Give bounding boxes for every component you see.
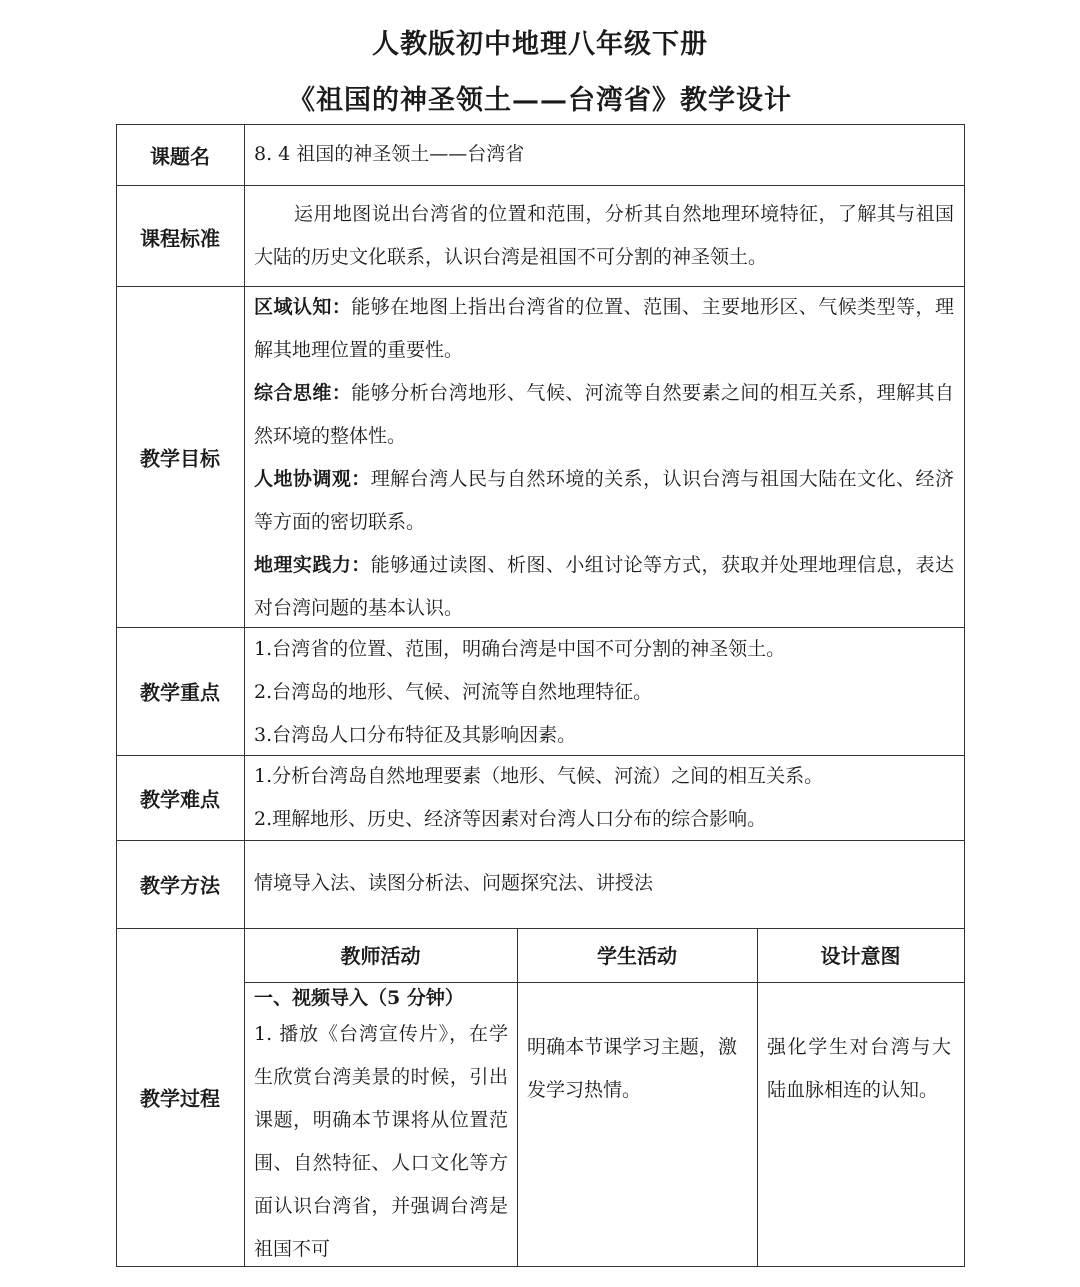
difficulties-cell bbox=[254, 755, 954, 841]
document-subtitle: 《祖国的神圣领土——台湾省》教学设计 bbox=[288, 85, 792, 116]
standard-text: 运用地图说出台湾省的位置和范围，分析其自然地理环境特征，了解其与祖国大陆的历史文化联系，认识台湾是祖国不可分割的神圣领土。 bbox=[254, 203, 954, 268]
methods-value: 情境导入法、读图分析法、问题探究法、讲授法 bbox=[254, 872, 654, 894]
student-activity-text: 明确本节课学习主题，激发学习热情。 bbox=[527, 1036, 737, 1101]
objective-term: 综合思维： bbox=[254, 382, 352, 404]
objective-text: 能够分析台湾地形、气候、河流等自然要素之间的相互关系，理解其自然环境的整体性。 bbox=[254, 382, 954, 447]
standard-cell bbox=[254, 193, 954, 279]
column-header-teacher: 教师活动 bbox=[340, 944, 421, 968]
difficulty-item: 1.分析台湾岛自然地理要素（地形、气候、河流）之间的相互关系。 bbox=[254, 765, 824, 787]
row-divider bbox=[116, 1266, 965, 1267]
teacher-activity-cell bbox=[254, 983, 508, 1271]
key-points-label: 教学重点 bbox=[140, 680, 220, 705]
objective-term: 区域认知： bbox=[254, 296, 352, 318]
column-divider bbox=[757, 928, 758, 1266]
methods-label: 教学方法 bbox=[140, 873, 220, 898]
key-point-item: 3.台湾岛人口分布特征及其影响因素。 bbox=[254, 724, 577, 746]
objective-item bbox=[254, 372, 954, 458]
objective-text: 能够在地图上指出台湾省的位置、范围、主要地形区、气候类型等，理解其地理位置的重要性。 bbox=[254, 296, 954, 361]
objectives-cell bbox=[254, 286, 954, 630]
objective-item bbox=[254, 286, 954, 372]
objective-term: 人地协调观： bbox=[254, 468, 371, 490]
standard-label: 课程标准 bbox=[140, 226, 220, 251]
document-title: 人教版初中地理八年级下册 bbox=[372, 29, 708, 60]
objective-text: 理解台湾人民与自然环境的关系，认识台湾与祖国大陆在文化、经济等方面的密切联系。 bbox=[254, 468, 954, 533]
process-section-title: 一、视频导入（5 分钟） bbox=[254, 987, 464, 1009]
column-divider bbox=[244, 124, 245, 1266]
design-intent-text: 强化学生对台湾与大陆血脉相连的认知。 bbox=[767, 1036, 951, 1101]
key-points-cell bbox=[254, 628, 954, 757]
topic-value: 8. 4 祖国的神圣领土——台湾省 bbox=[254, 143, 525, 165]
objective-text: 能够通过读图、析图、小组讨论等方式，获取并处理地理信息，表达对台湾问题的基本认识。 bbox=[254, 554, 954, 619]
teacher-activity-text: 1. 播放《台湾宣传片》，在学生欣赏台湾美景的时候，引出课题，明确本节课将从位置范围、自然特征、人口文化等方面认识台湾省，并强调台湾是祖国不可 bbox=[254, 1023, 508, 1260]
objectives-label: 教学目标 bbox=[140, 446, 220, 471]
objective-item bbox=[254, 544, 954, 630]
difficulties-label: 教学难点 bbox=[140, 787, 220, 812]
key-point-item: 2.台湾岛的地形、气候、河流等自然地理特征。 bbox=[254, 681, 653, 703]
objective-term: 地理实践力： bbox=[254, 554, 371, 576]
objective-item bbox=[254, 458, 954, 544]
key-point-item: 1.台湾省的位置、范围，明确台湾是中国不可分割的神圣领土。 bbox=[254, 638, 786, 660]
process-label: 教学过程 bbox=[140, 1086, 220, 1111]
column-header-intent: 设计意图 bbox=[820, 944, 901, 968]
column-divider bbox=[964, 124, 965, 1266]
topic-label: 课题名 bbox=[150, 144, 210, 169]
difficulty-item: 2.理解地形、历史、经济等因素对台湾人口分布的综合影响。 bbox=[254, 808, 767, 830]
column-header-student: 学生活动 bbox=[597, 944, 677, 968]
column-divider bbox=[517, 928, 518, 1266]
